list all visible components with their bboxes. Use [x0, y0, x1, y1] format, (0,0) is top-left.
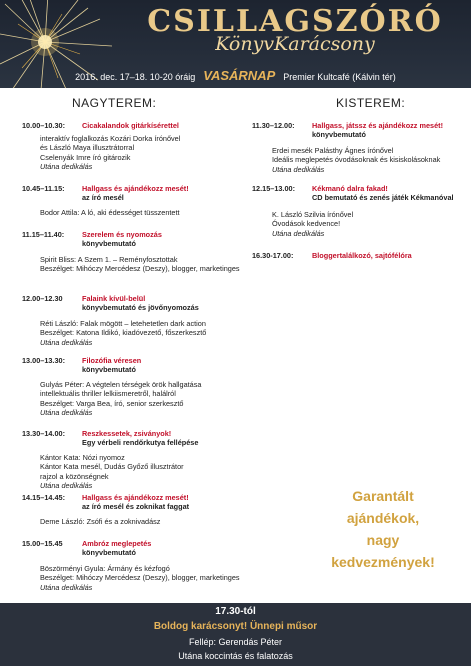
signing-note: Utána dedikálás [40, 161, 93, 171]
signing-note: Utána dedikálás [272, 164, 325, 174]
event-time: 10.45–11.15: [22, 184, 65, 193]
event-description [40, 208, 180, 217]
description-line: Beszélget: Katona Ildikó, kiadóvezető, főszerkesztő [40, 328, 207, 338]
event-type: könyvbemutató [82, 365, 136, 375]
description-line: Spirit Bliss: A Szem 1. – Reményfosztottak [40, 255, 178, 264]
event-type: könyvbemutató [312, 130, 366, 140]
event-type: könyvbemutató [82, 548, 136, 558]
description-line: Deme László: Zsófi és a zoknivadász [40, 517, 161, 526]
date-line [0, 68, 471, 83]
promo-line: nagy [366, 532, 400, 548]
event-time: 10.00–10.30: [22, 121, 66, 130]
event-description [272, 146, 440, 174]
event-description [40, 255, 240, 274]
signing-note: Utána dedikálás [272, 228, 325, 238]
description-line: interaktív foglalkozás Kozári Dorka írónővel [40, 134, 181, 143]
event-topic: Kékmanó dalra fakad! [312, 184, 388, 193]
event-day: VASÁRNAP [203, 68, 276, 83]
event-description [272, 210, 353, 238]
footer-time: 17.30-tól [215, 606, 256, 617]
event-description [40, 134, 180, 171]
description-line: Ideális meglepetés óvodásoknak és kisiskolásoknak [272, 155, 441, 165]
event-type: könyvbemutató és jövőnyomozás [82, 303, 199, 313]
promo-line: kedvezmények! [331, 554, 435, 570]
event-time: 11.15–11.40: [22, 230, 65, 239]
event-topic: Reszkessetek, zsiványok! [82, 429, 172, 438]
footer-after: Utána koccintás és falatozás [178, 651, 293, 661]
event-topic: Falaink kívül-belül [82, 294, 146, 303]
description-line: Erdei mesék Palásthy Ágnes írónővel [272, 146, 394, 155]
event-topic: Hallgass és ajándékozz mesét! [82, 493, 189, 502]
event-topic: Hallgass és ajándékozz mesét! [82, 184, 189, 193]
signing-note: Utána dedikálás [40, 582, 93, 592]
description-line: Kántor Kata mesél, Dudás Győző illusztrátor [40, 462, 184, 472]
event-time: 15.00–15.45 [22, 539, 63, 548]
event-time: 13.00–13.30: [22, 356, 66, 365]
event-topic: Szerelem és nyomozás [82, 230, 162, 239]
event-title: CSILLAGSZÓRÓ [147, 4, 443, 39]
event-time: 14.15–14.45: [22, 493, 66, 502]
header-banner [0, 0, 471, 88]
signing-note: Utána dedikálás [40, 337, 93, 347]
event-time: 11.30–12.00: [252, 121, 295, 130]
promo-text [303, 485, 463, 573]
event-type: az író mesél és zoknikat faggat [82, 502, 190, 512]
event-type: az író mesél [82, 193, 124, 203]
description-line: és László Maya illusztrátorral [40, 143, 135, 153]
signing-note: Utána dedikálás [40, 407, 93, 417]
event-time: 13.30–14.00: [22, 429, 66, 438]
event-topic: Cicakalandok gitárkísérettel [82, 121, 179, 130]
event-topic: Filozófia véresen [82, 356, 142, 365]
event-topic: Ambróz meglepetés [82, 539, 152, 548]
description-line: Beszélget: Mihóczy Mercédesz (Deszy), blogger, marketinges [40, 573, 240, 583]
description-line: Böszörményi Gyula: Ármány és kézfogó [40, 564, 170, 573]
description-line: Gulyás Péter: A végtelen térségek örök hallgatása [40, 380, 202, 389]
event-description [40, 517, 160, 526]
description-line: rajzol a közönségnek [40, 471, 109, 481]
footer-banner [0, 603, 471, 666]
description-line: K. László Szilvia írónővel [272, 210, 354, 219]
signing-note: Utána dedikálás [40, 480, 93, 490]
nagyterem-heading: NAGYTEREM: [72, 96, 157, 110]
event-time: 16.30-17.00: [252, 251, 294, 260]
event-type: Egy vérbeli rendőrkutya fellépése [82, 438, 199, 448]
promo-line: ajándékok, [346, 510, 420, 526]
kisterem-heading: KISTEREM: [336, 96, 406, 110]
event-time: 12.00–12.30 [22, 294, 63, 303]
footer-performer: Fellép: Gerendás Péter [188, 637, 283, 647]
event-topic: Bloggertalálkozó, sajtófélóra [312, 251, 412, 260]
footer-title: Boldog karácsonyt! Ünnepi műsor [153, 621, 318, 632]
description-line: Beszélget: Varga Bea, író, senior szerkesztő [40, 398, 184, 408]
description-line: Beszélget: Mihóczy Mercédesz (Deszy), blogger, marketinges [40, 264, 240, 274]
event-description [40, 319, 206, 347]
description-line: Cselenyák Imre író gitározik [40, 152, 131, 162]
event-topic: Hallgass, játssz és ajándékozz mesét! [312, 121, 443, 130]
description-line: Bodor Attila: A ló, aki édességet tüsszentett [40, 208, 180, 217]
description-line: Réti László: Falak mögött – letehetetlen dark action [40, 319, 206, 328]
description-line: intellektuális thriller lelkiismeretről, halálról [40, 389, 176, 399]
event-type: könyvbemutató [82, 239, 136, 249]
event-date: 2016. dec. 17–18. 10-20 óráig [75, 72, 196, 82]
event-time: 12.15–13.00: [252, 184, 296, 193]
event-description [40, 380, 201, 417]
event-description [40, 564, 240, 592]
promo-line: Garantált [352, 488, 414, 504]
event-type: CD bemutató és zenés játék Kékmanóval [312, 193, 454, 203]
event-subtitle: KönyvKarácsony [215, 33, 375, 55]
event-venue: Premier Kultcafé (Kálvin tér) [283, 72, 396, 82]
event-description [40, 453, 184, 490]
description-line: Kántor Kata: Nózi nyomoz [40, 453, 125, 462]
description-line: Óvodások kedvence! [272, 219, 341, 229]
